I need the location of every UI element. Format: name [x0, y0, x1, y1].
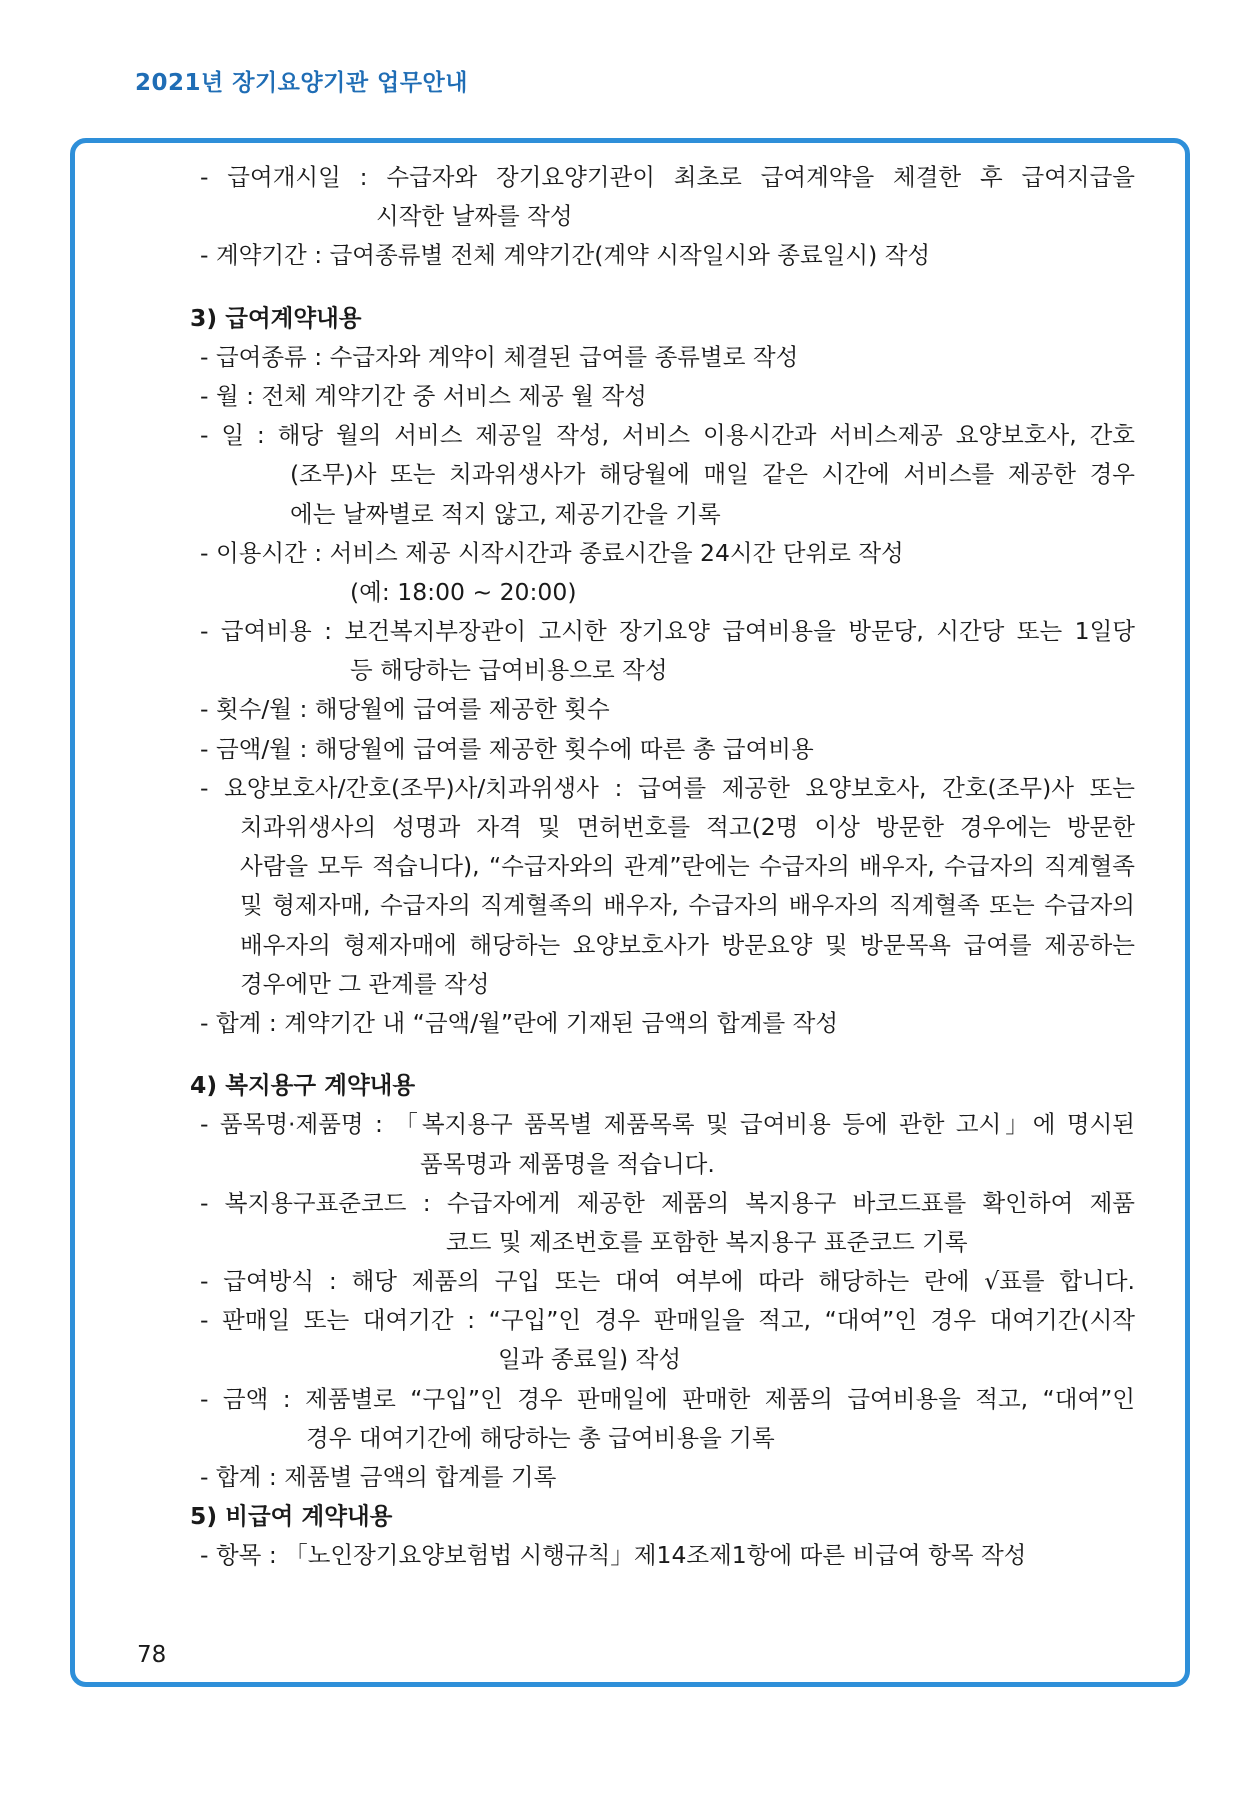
list-item-continuation: (조무)사 또는 치과위생사가 해당월에 매일 같은 시간에 서비스를 제공한 경우 — [290, 460, 1135, 489]
list-item-amount: - 금액 : 제품별로 “구입”인 경우 판매일에 판매한 제품의 급여비용을 적고, “대여”인 — [200, 1384, 1135, 1413]
list-item-benefit-method: - 급여방식 : 해당 제품의 구입 또는 대여 여부에 따라 해당하는 란에 √표를 합니다. — [200, 1267, 1135, 1296]
list-item-continuation: 에는 날짜별로 적지 않고, 제공기간을 기록 — [290, 499, 721, 528]
list-item-continuation: 및 형제자매, 수급자의 직계혈족의 배우자, 수급자의 배우자의 직계혈족 또는 수급자의 — [240, 891, 1135, 920]
list-item-continuation: 경우에만 그 관계를 작성 — [240, 969, 490, 998]
list-item-sale-date: - 판매일 또는 대여기간 : “구입”인 경우 판매일을 적고, “대여”인 경우 대여기간(시작 — [200, 1306, 1135, 1335]
section-heading-4: 4) 복지용구 계약내용 — [190, 1071, 416, 1100]
page-number: 78 — [137, 1642, 167, 1668]
list-item-continuation: 일과 종료일) 작성 — [498, 1345, 682, 1374]
section-heading-5: 5) 비급여 계약내용 — [190, 1502, 393, 1531]
list-item-benefit-type: - 급여종류 : 수급자와 계약이 체결된 급여를 종류별로 작성 — [200, 342, 799, 371]
list-item-continuation: 코드 및 제조번호를 포함한 복지용구 표준코드 기록 — [446, 1227, 968, 1256]
list-item-month: - 월 : 전체 계약기간 중 서비스 제공 월 작성 — [200, 381, 647, 410]
list-item-total: - 합계 : 제품별 금액의 합계를 기록 — [200, 1463, 557, 1491]
list-item-total: - 합계 : 계약기간 내 “금액/월”란에 기재된 금액의 합계를 작성 — [200, 1008, 839, 1037]
list-item-continuation: (예: 18:00 ~ 20:00) — [350, 577, 577, 606]
list-item-day: - 일 : 해당 월의 서비스 제공일 작성, 서비스 이용시간과 서비스제공 요양보호사, 간호 — [200, 421, 1135, 450]
list-item-non-benefit: - 항목 : 「노인장기요양보험법 시행규칙」제14조제1항에 따른 비급여 항목 작성 — [200, 1541, 1027, 1570]
list-item-welfare-code: - 복지용구표준코드 : 수급자에게 제공한 제품의 복지용구 바코드표를 확인하여 제품 — [200, 1188, 1135, 1217]
document-body — [190, 158, 1135, 1576]
list-item-continuation: 치과위생사의 성명과 자격 및 면허번호를 적고(2명 이상 방문한 경우에는 방문한 — [240, 813, 1135, 841]
list-item-continuation: 품목명과 제품명을 적습니다. — [420, 1149, 715, 1178]
list-item-continuation: 경우 대여기간에 해당하는 총 급여비용을 기록 — [306, 1423, 775, 1452]
list-item-continuation: 등 해당하는 급여비용으로 작성 — [350, 656, 668, 685]
list-item-usage-time: - 이용시간 : 서비스 제공 시작시간과 종료시간을 24시간 단위로 작성 — [200, 538, 904, 567]
list-item-continuation: 배우자의 형제자매에 해당하는 요양보호사가 방문요양 및 방문목욕 급여를 제공하는 — [240, 930, 1135, 959]
list-item-continuation: 사람을 모두 적습니다), “수급자와의 관계”란에는 수급자의 배우자, 수급자의 직계혈족 — [240, 852, 1135, 881]
list-item-benefit-start-date: - 급여개시일 : 수급자와 장기요양기관이 최초로 급여계약을 체결한 후 급여지급을 — [200, 163, 1135, 191]
list-item-amount-per-month: - 금액/월 : 해당월에 급여를 제공한 횟수에 따른 총 급여비용 — [200, 734, 814, 763]
section-heading-3: 3) 급여계약내용 — [190, 303, 362, 332]
list-item-continuation: 시작한 날짜를 작성 — [376, 202, 573, 231]
list-item-caregiver: - 요양보호사/간호(조무)사/치과위생사 : 급여를 제공한 요양보호사, 간호(조무)사 또는 — [200, 773, 1135, 802]
page-header-title: 2021년 장기요양기관 업무안내 — [135, 70, 468, 96]
list-item-product-name: - 품목명·제품명 : 「복지용구 품목별 제품목록 및 급여비용 등에 관한 고시」에 명시된 — [200, 1110, 1135, 1139]
list-item-contract-period: - 계약기간 : 급여종류별 전체 계약기간(계약 시작일시와 종료일시) 작성 — [200, 241, 931, 270]
list-item-benefit-cost: - 급여비용 : 보건복지부장관이 고시한 장기요양 급여비용을 방문당, 시간당 또는 1일당 — [200, 617, 1135, 646]
list-item-count-per-month: - 횟수/월 : 해당월에 급여를 제공한 횟수 — [200, 695, 610, 724]
